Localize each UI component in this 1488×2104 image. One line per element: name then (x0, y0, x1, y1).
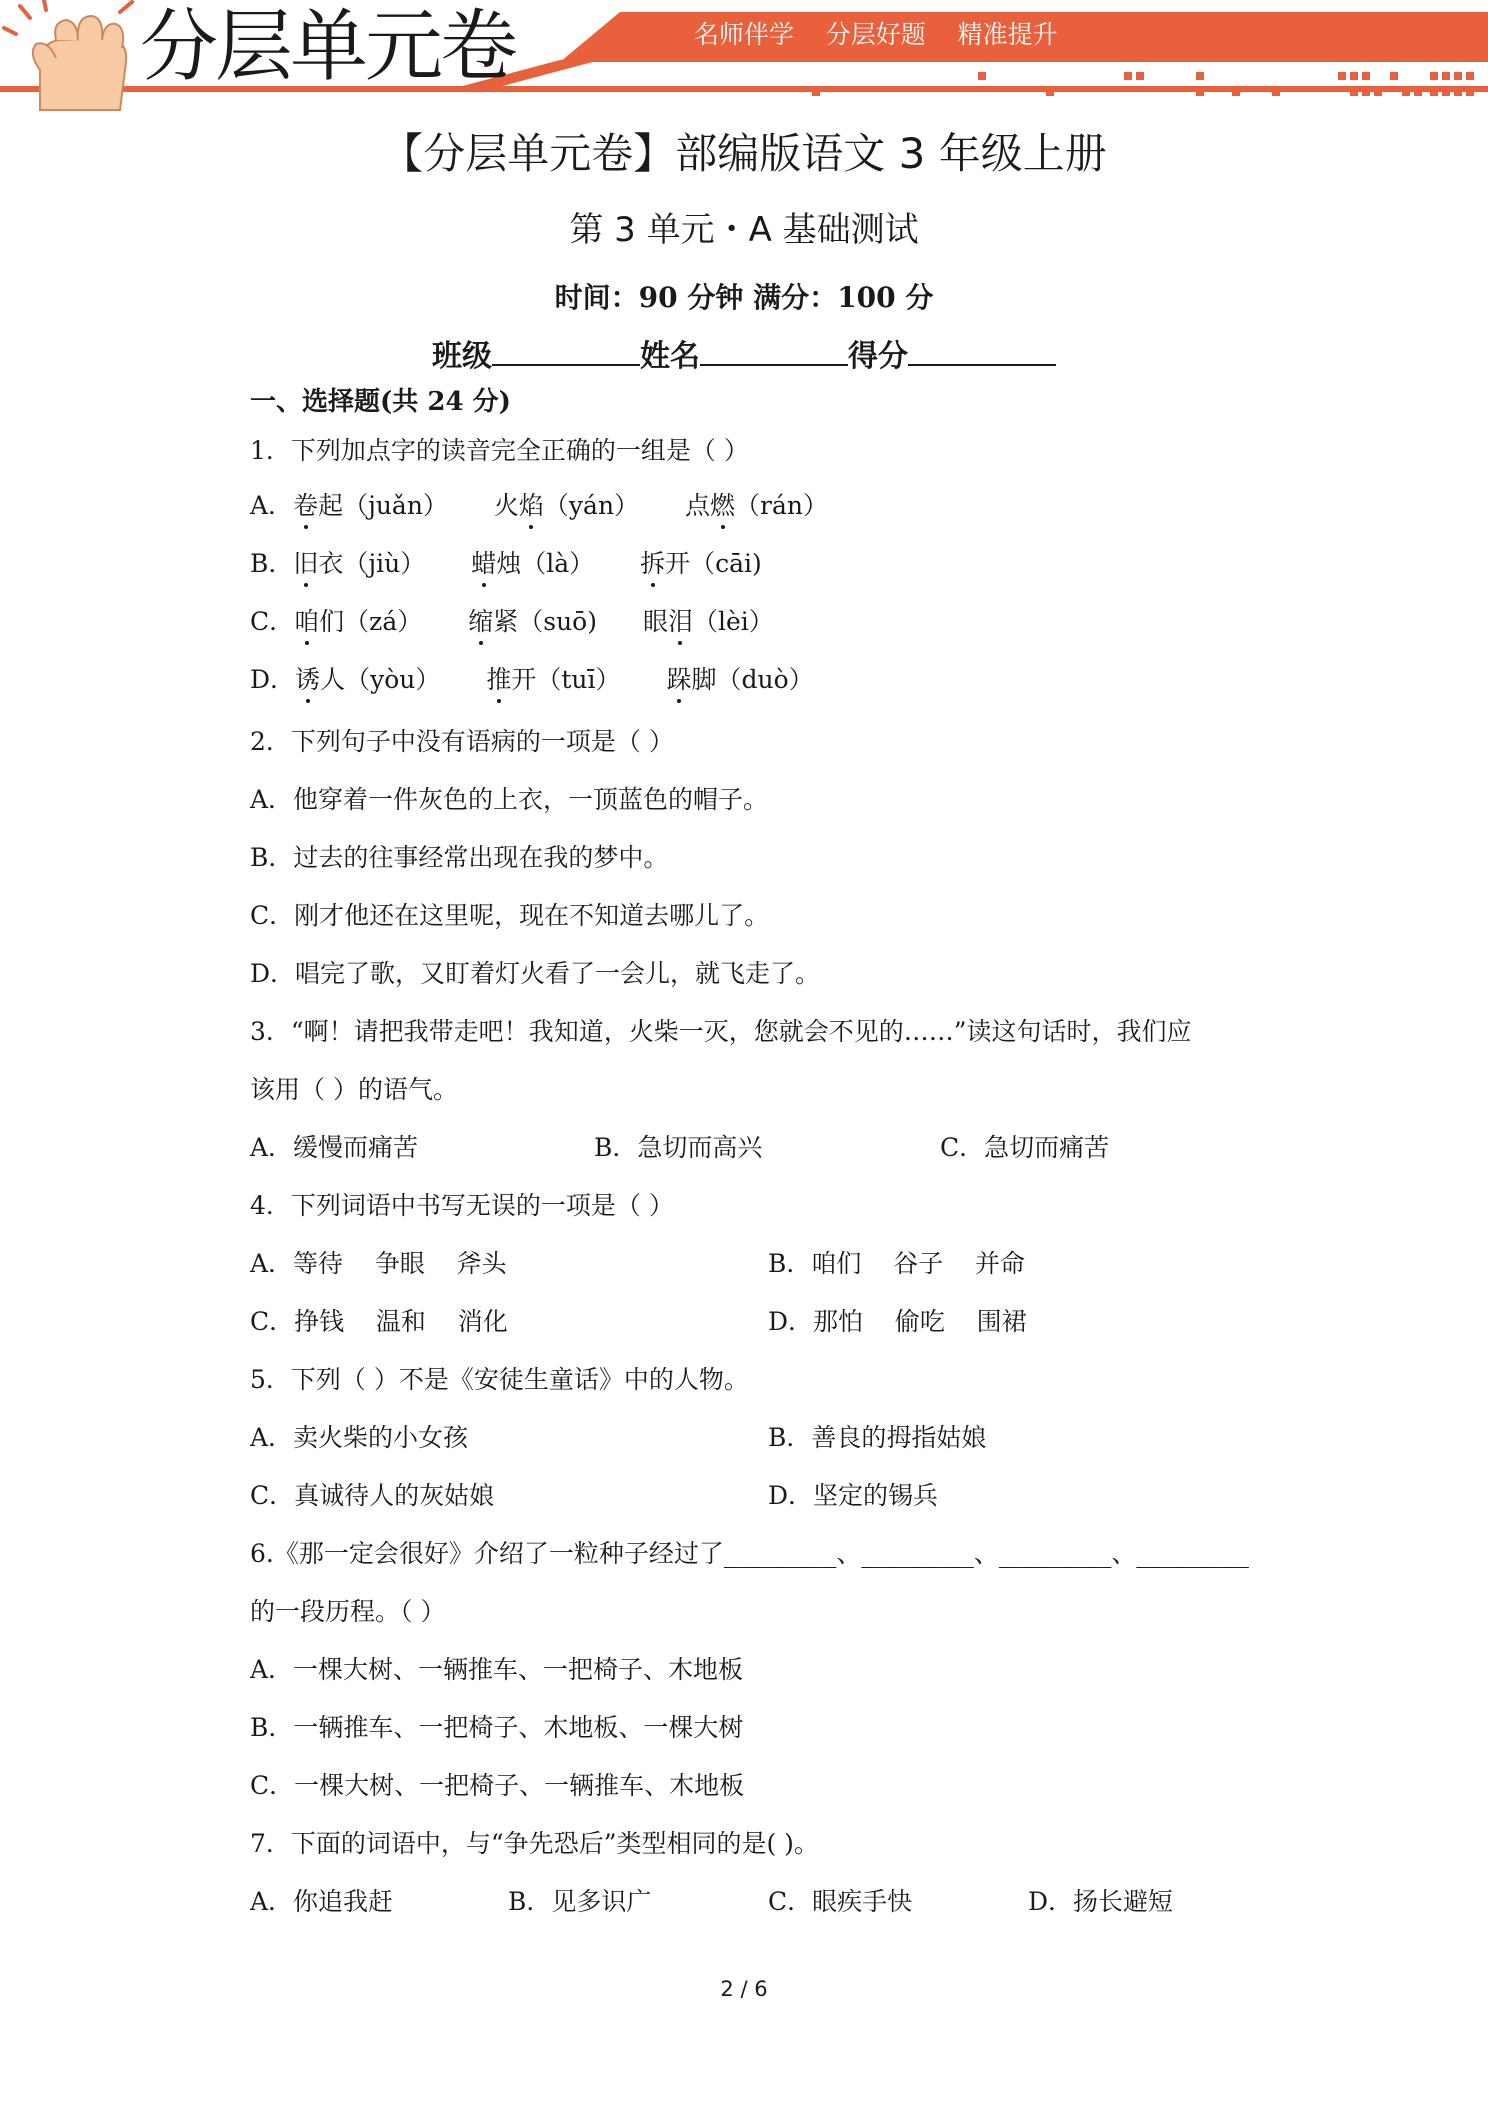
question-5-option-d: D．坚定的锡兵 (768, 1481, 939, 1510)
section-heading: 一、选择题(共 24 分) (250, 387, 511, 417)
question-3-option-a: A．缓慢而痛苦 (250, 1133, 419, 1162)
question-6-stem-cont: 的一段历程。（ ） (250, 1597, 446, 1626)
dotted-char: 蜡 (471, 546, 496, 582)
dotted-char: 焰 (519, 488, 544, 524)
unit-title: 第 3 单元・A 基础测试 (569, 210, 919, 250)
question-6-option-b: B．一辆推车、一把椅子、木地板、一棵大树 (250, 1713, 744, 1742)
question-1-option-a: A．卷起（juǎn） 火焰（yán） 点燃（rán） (250, 488, 828, 524)
question-1-option-d: D．诱人（yòu） 推开（tuī） 跺脚（duò） (250, 662, 814, 698)
fist-icon (4, 0, 132, 110)
question-6-option-a: A．一棵大树、一辆推车、一把椅子、木地板 (250, 1655, 744, 1684)
dotted-char: 诱 (295, 662, 320, 698)
score-label: 得分 (848, 339, 908, 374)
page-number: 2 / 6 (720, 1977, 768, 2001)
dotted-char: 泪 (668, 604, 693, 640)
question-4-option-d: D．那怕 偷吃 围裙 (768, 1307, 1027, 1336)
document-title: 【分层单元卷】部编版语文 3 年级上册 (381, 129, 1107, 178)
question-3-stem: 3．“啊！请把我带走吧！我知道，火柴一灭，您就会不见的……”读这句话时，我们应 (250, 1017, 1192, 1046)
question-1-stem: 1．下列加点字的读音完全正确的一组是（ ） (250, 436, 749, 465)
question-2-option-a: A．他穿着一件灰色的上衣，一顶蓝色的帽子。 (250, 785, 769, 814)
dotted-char: 卷 (293, 488, 318, 524)
dotted-char: 旧 (293, 546, 318, 582)
dotted-char: 咱 (294, 604, 319, 640)
question-3-option-c: C．急切而痛苦 (940, 1133, 1110, 1162)
question-2-option-c: C．刚才他还在这里呢，现在不知道去哪儿了。 (250, 901, 770, 930)
question-5-option-c: C．真诚待人的灰姑娘 (250, 1481, 495, 1510)
question-4-option-c: C．挣钱 温和 消化 (250, 1307, 508, 1336)
question-2-option-b: B．过去的往事经常出现在我的梦中。 (250, 843, 669, 872)
question-1-option-c: C．咱们（zá） 缩紧（suō) 眼泪（lèi） (250, 604, 774, 640)
question-7-stem: 7．下面的词语中，与“争先恐后”类型相同的是( )。 (250, 1829, 819, 1858)
question-7-option-c: C．眼疾手快 (768, 1887, 913, 1916)
question-7-option-b: B．见多识广 (508, 1887, 652, 1916)
question-3-option-b: B．急切而高兴 (594, 1133, 763, 1162)
dotted-char: 拆 (640, 546, 665, 582)
question-2-option-d: D．唱完了歌，又盯着灯火看了一会儿，就飞走了。 (250, 959, 821, 988)
dotted-char: 燃 (710, 488, 735, 524)
dotted-char: 推 (486, 662, 511, 698)
name-blank[interactable] (700, 334, 848, 366)
score-blank[interactable] (908, 334, 1056, 366)
page-header (0, 0, 1488, 120)
question-7-option-d: D．扬长避短 (1028, 1887, 1174, 1916)
question-5-option-b: B．善良的拇指姑娘 (768, 1423, 987, 1452)
question-4-option-b: B．咱们 谷子 并命 (768, 1249, 1025, 1278)
dotted-char: 缩 (468, 604, 493, 640)
question-5-option-a: A．卖火柴的小女孩 (250, 1423, 469, 1452)
name-label: 姓名 (640, 339, 700, 374)
question-4-stem: 4．下列词语中书写无误的一项是（ ） (250, 1191, 674, 1220)
question-3-stem-cont: 该用（ ）的语气。 (250, 1075, 458, 1104)
time-info: 时间：90 分钟 满分：100 分 (554, 281, 934, 314)
dotted-char: 跺 (666, 662, 691, 698)
brand-title: 分层单元卷 (140, 2, 516, 92)
question-6-option-c: C．一棵大树、一把椅子、一辆推车、木地板 (250, 1771, 745, 1800)
question-7-option-a: A．你追我赶 (250, 1887, 394, 1916)
student-info-line (0, 333, 1488, 381)
class-label: 班级 (432, 339, 492, 374)
question-2-stem: 2．下列句子中没有语病的一项是（ ） (250, 727, 674, 756)
question-4-option-a: A．等待 争眼 斧头 (250, 1249, 507, 1278)
question-5-stem: 5．下列（ ）不是《安徒生童话》中的人物。 (250, 1365, 749, 1394)
question-6-stem: 6.《那一定会很好》介绍了一粒种子经过了_________、_________、_________、_________ (250, 1539, 1249, 1568)
question-1-option-b: B．旧衣（jiù） 蜡烛（là） 拆开（cāi) (250, 546, 762, 582)
class-blank[interactable] (492, 334, 640, 366)
brand-slogan: 名师伴学 分层好题 精准提升 (694, 20, 1058, 49)
